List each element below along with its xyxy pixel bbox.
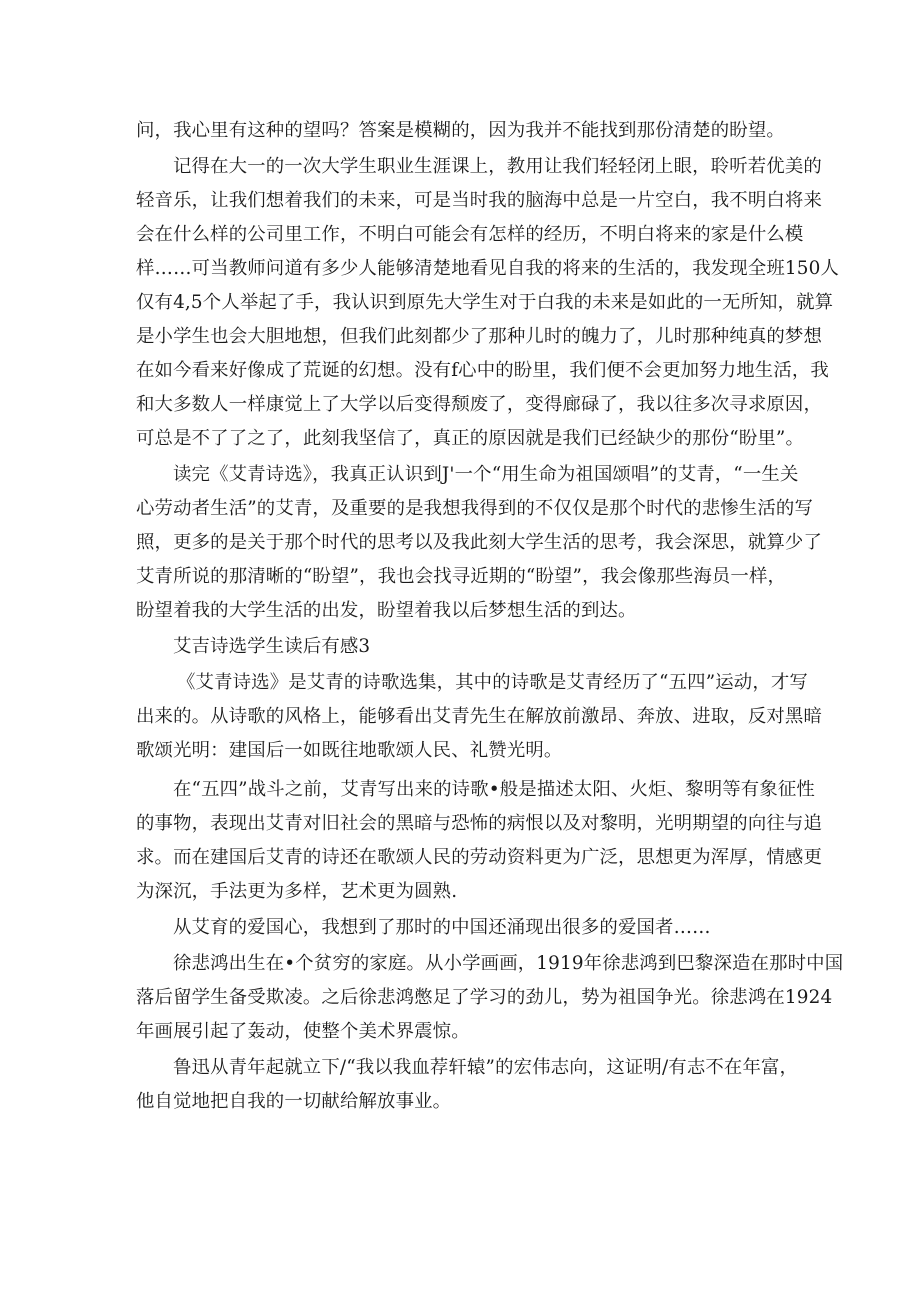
text-line: 仅有4,5个人举起了手，我认识到原先大学生对于白我的未来是如此的一无所知，就算: [136, 292, 834, 313]
text-line: 为深沉，手法更为多样，艺术更为圆熟.: [136, 881, 458, 902]
text-line: 照，更多的是关于那个时代的思考以及我此刻大学生活的思考，我会深思，就算少了: [136, 532, 823, 553]
paragraph: [136, 114, 786, 148]
text-line: 《艾青诗选》是艾青的诗歌选集，其中的诗歌是艾青经历了“五四”运动，才写: [177, 672, 808, 693]
text-line: 从艾育的爱国心，我想到了那时的中国还涌现出很多的爱国者……: [173, 917, 711, 938]
text-line: 和大多数人一样康觉上了大学以后变得颓废了，变得廊碌了，我以往多次寻求原因，: [136, 394, 823, 415]
text-line: 年画展引起了轰动，使整个美术界震惊。: [136, 1021, 470, 1042]
text-line: 在如今看来好像成了荒诞的幻想。没有f心中的盼里，我们便不会更加努力地生活，我: [136, 360, 829, 381]
document-body: [136, 114, 844, 1119]
text-line: 样……可当教师问道有多少人能够清楚地看见自我的将来的生活的，我发现全班150人: [136, 258, 840, 279]
text-line: 他自觉地把自我的一切献给解放事业。: [136, 1091, 452, 1112]
text-line: 盼望着我的大学生活的出发，盼望着我以后梦想生活的到达。: [136, 600, 637, 621]
text-line: 在“五四”战斗之前，艾青写出来的诗歌•般是描述太阳、火炬、黎明等有象征性: [173, 779, 815, 800]
text-line: 鲁迅从青年起就立下/“我以我血荐轩辕”的宏伟志向，这证明/有志不在年富，: [173, 1057, 799, 1078]
text-line: 歌颂光明：建国后一如既往地歌颂人民、礼赞光明。: [136, 740, 563, 761]
paragraph: [136, 150, 840, 456]
text-line: 会在什么样的公司里工作，不明白可能会有怎样的经历，不明白将来的家是什么模: [136, 224, 804, 245]
paragraph: [136, 773, 823, 909]
text-line: 记得在大一的一次大学生职业生涯课上，教用让我们轻轻闭上眼，聆听若优美的: [173, 156, 822, 177]
text-line: 求。而在建国后艾青的诗还在歌颂人民的劳动资料更为广泛，思想更为浑厚，情感更: [136, 847, 823, 868]
text-line: 艾青所说的那清晰的“盼望”，我也会找寻近期的“盼望”，我会像那些海员一样，: [136, 566, 787, 587]
paragraph: [136, 911, 786, 945]
paragraph: [136, 947, 844, 1049]
text-line: 的事物，表现出艾青对旧社会的黑暗与恐怖的病恨以及对黎明，光明期望的向往与追: [136, 813, 823, 834]
text-line: 出来的。从诗歌的风格上，能够看出艾青先生在解放前激昂、奔放、进取，反对黑暗: [136, 706, 823, 727]
text-line: 心劳动者生活”的艾青，及重要的是我想我得到的不仅仅是那个时代的悲惨生活的写: [136, 498, 814, 519]
text-line: 是小学生也会大胆地想，但我们此刻都少了那种儿时的魄力了，儿时那种纯真的梦想: [136, 326, 823, 347]
text-line: 问，我心里有这种的望吗？答案是模糊的，因为我并不能找到那份清楚的盼望。: [136, 120, 785, 141]
paragraph: [136, 458, 823, 628]
text-line: 艾吉诗选学生读后有感3: [173, 636, 371, 657]
text-line: 可总是不了了之了，此刻我坚信了，真正的原因就是我们已经缺少的那份“盼里”。: [136, 428, 805, 449]
text-line: 落后留学生备受欺凌。之后徐悲鸿憋足了学习的劲儿，势为祖国争光。徐悲鸿在1924: [136, 987, 833, 1008]
text-line: 徐悲鸿出生在•个贫穷的家庭。从小学画画，1919年徐悲鸿到巴黎深造在那时中国: [173, 953, 844, 974]
section-heading: [136, 630, 786, 664]
text-line: 读完《艾青诗选》，我真正认识到J'一个“用生命为祖国颂唱”的艾青，“一生关: [173, 464, 799, 485]
paragraph: [136, 666, 823, 768]
paragraph: [136, 1051, 799, 1119]
text-line: 轻音乐，让我们想着我们的未来，可是当时我的脑海中总是一片空白，我不明白将来: [136, 190, 823, 211]
